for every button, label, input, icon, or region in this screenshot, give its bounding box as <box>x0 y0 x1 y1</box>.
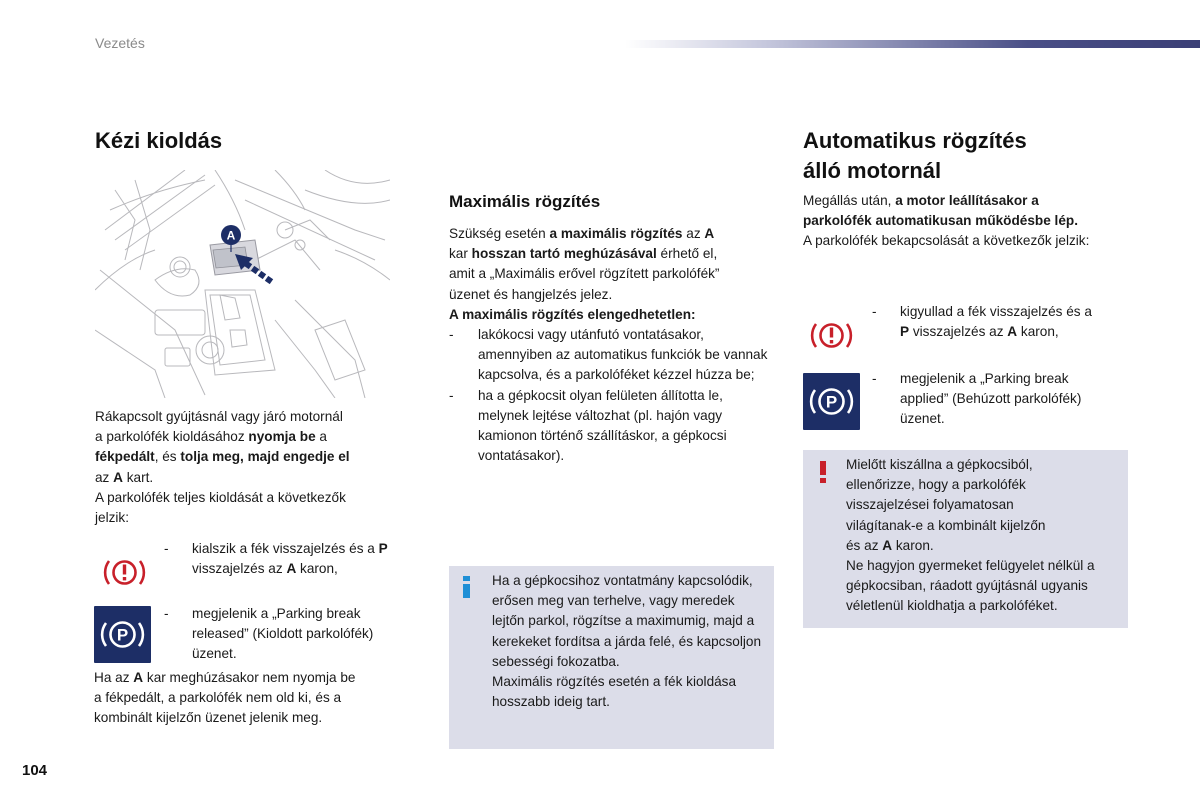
subheading: A maximális rögzítés elengedhetetlen: <box>449 306 696 322</box>
text-line: véletlenül kioldhatja a parkolóféket. <box>846 598 1058 614</box>
text-line: A parkolófék teljes kioldását a következők <box>95 489 346 505</box>
text-line: Szükség esetén a maximális rögzítés az A <box>449 226 715 241</box>
info-icon <box>460 576 474 598</box>
text-line: kar hosszan tartó meghúzásával érhető el, <box>449 246 718 262</box>
text-line: üzenet. <box>192 646 237 662</box>
title-line: Automatikus rögzítés <box>803 128 1027 153</box>
text-line: kigyullad a fék visszajelzés és a <box>900 304 1092 319</box>
warning-box <box>803 450 1128 628</box>
text-line: kialszik a fék visszajelzés és a P <box>192 541 388 556</box>
exclamation-icon <box>819 461 827 483</box>
parking-p-icon <box>94 606 151 663</box>
dash: - <box>872 304 877 319</box>
text-line: Ne hagyjon gyermeket felügyelet nélkül a <box>846 558 1095 574</box>
brake-warning-red-icon <box>96 544 153 601</box>
text-line: gépkocsiban, ráadott gyújtásnál ugyanis <box>846 578 1088 594</box>
middle-paragraph-1 <box>449 224 774 466</box>
text-line: az A kart. <box>95 469 154 485</box>
parking-p-icon <box>803 373 860 430</box>
text-line: Rákapcsolt gyújtásnál vagy járó motornál <box>95 409 343 424</box>
text-line: amit a „Maximális erővel rögzített parkolófék” <box>449 266 720 282</box>
left-indicator-1-text <box>164 539 434 579</box>
text-line: ellenőrizze, hogy a parkolófék <box>846 477 1026 493</box>
lever-marker-label: A <box>226 228 236 243</box>
text-line: megjelenik a „Parking break <box>900 371 1069 386</box>
text-line: Ha az A kar meghúzásakor nem nyomja be <box>94 670 356 685</box>
left-paragraph-1 <box>95 407 415 528</box>
text-line: fékpedált, és tolja meg, majd engedje el <box>95 449 350 465</box>
left-indicator-2-text <box>164 604 434 665</box>
text-line: Mielőtt kiszállna a gépkocsiból, <box>846 457 1033 472</box>
requirements-list <box>449 325 774 466</box>
text-line: visszajelzései folyamatosan <box>846 497 1014 513</box>
warning-text <box>846 455 1121 617</box>
info-paragraph: Ha a gépkocsihoz vontatmány kapcsolódik, erősen meg van terhelve, vagy meredek lejtőn parkol, rögzítse a maximumig, majd a kerekeket fordítsa a járda felé, és kapcsoljon sebességi fokozatba. <box>492 573 762 669</box>
right-indicator-1-text <box>872 302 1142 342</box>
text-line: megjelenik a „Parking break <box>192 606 361 621</box>
list-item: - ha a gépkocsit olyan felületen állította le, melynek lejtése változhat (pl. hajón vagy kamionon történő szállításkor, a gépkocsi vontatásakor). <box>449 386 774 467</box>
text-line: kombinált kijelzőn üzenet jelenik meg. <box>94 710 323 726</box>
dash: - <box>872 371 877 386</box>
text-line: Megállás után, a motor leállításakor a <box>803 193 1039 208</box>
text-line: jelzik: <box>95 510 129 526</box>
text-line: és az A karon. <box>846 537 934 553</box>
dashboard-illustration <box>95 170 390 398</box>
text-line: A parkolófék bekapcsolását a következők jelzik: <box>803 233 1090 249</box>
page-number: 104 <box>22 762 48 779</box>
svg-text:P: P <box>825 392 838 412</box>
brake-warning-red-icon <box>803 307 860 364</box>
title-line: álló motornál <box>803 158 942 183</box>
text-line: a parkolófék kioldásához nyomja be a <box>95 429 327 445</box>
info-box <box>449 566 774 749</box>
text-line: üzenet. <box>900 411 945 427</box>
text-line: a fékpedált, a parkolófék nem old ki, és a <box>94 690 342 706</box>
text-line: visszajelzés az A karon, <box>192 561 338 577</box>
header-bar <box>625 40 1200 48</box>
info-text <box>492 571 762 712</box>
text-line: világítanak-e a kombinált kijelzőn <box>846 517 1046 533</box>
section-label: Vezetés <box>95 35 145 51</box>
text-line: P visszajelzés az A karon, <box>900 324 1059 340</box>
dash: - <box>164 606 169 621</box>
left-title: Kézi kioldás <box>95 128 223 153</box>
right-title <box>803 126 1027 186</box>
text-line: parkolófék automatikusan működésbe lép. <box>803 213 1078 229</box>
right-indicator-2-text <box>872 369 1142 430</box>
list-item: - lakókocsi vagy utánfutó vontatásakor, amennyiben az automatikus funkciók be vannak kapcsolva, és a parkolóféket kézzel húzza be; <box>449 325 774 386</box>
middle-title: Maximális rögzítés <box>449 192 601 211</box>
left-paragraph-2 <box>94 668 414 729</box>
text-line: applied” (Behúzott parkolófék) <box>900 391 1082 407</box>
text-line: released” (Kioldott parkolófék) <box>192 626 374 642</box>
right-intro <box>803 191 1143 252</box>
svg-text:P: P <box>116 625 129 645</box>
info-paragraph: Maximális rögzítés esetén a fék kioldása hosszabb ideig tart. <box>492 674 737 710</box>
dash: - <box>164 541 169 556</box>
text-line: üzenet és hangjelzés jelez. <box>449 286 613 302</box>
